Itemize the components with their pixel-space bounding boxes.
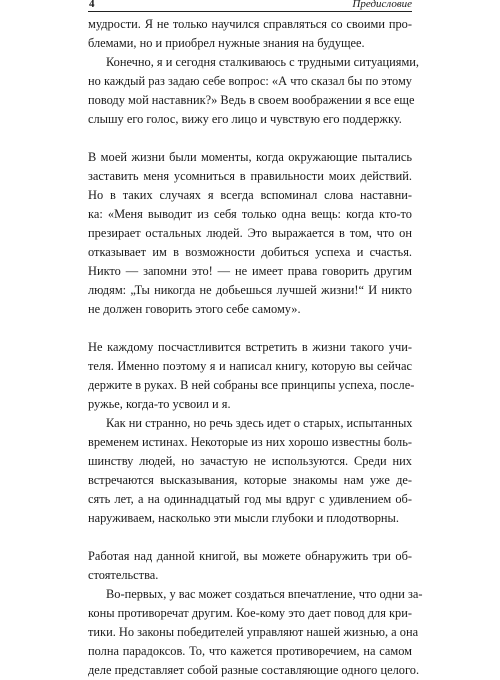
section-gap xyxy=(88,528,412,547)
text-line: теля. Именно поэтому я и написал книгу, которую вы сейчас xyxy=(88,359,412,373)
text-line: Но в таких случаях я всегда вспоминал слова наставни- xyxy=(88,188,412,202)
text-line: поводу мой наставник?» Ведь в своем воображении я все еще xyxy=(88,93,415,107)
text-line: встречаются высказывания, которые знакомы нам уже де- xyxy=(88,473,412,487)
text-line: держите в руках. В ней собраны все принципы успеха, после- xyxy=(88,378,415,392)
page-number: 4 xyxy=(89,0,95,10)
text-line: деле представляет собой разные составляющие одного целого. xyxy=(88,663,420,677)
text-line: В моей жизни были моменты, когда окружающие пытались xyxy=(88,150,412,164)
text-line: сять лет, а на одиннадцатый год мы вдруг с удивлением об- xyxy=(88,492,412,506)
body-text xyxy=(88,15,423,680)
section-gap xyxy=(88,129,412,148)
text-line: но каждый раз задаю себе вопрос: «А что сказал бы по этому xyxy=(88,74,412,88)
text-line: временем истинах. Некоторые из них хорошо известны боль- xyxy=(88,435,412,449)
text-line: слышу его голос, вижу его лицо и чувствую его поддержку. xyxy=(88,112,402,126)
text-line: наруживаем, насколько эти мысли глубоки и плодотворны. xyxy=(88,511,399,525)
text-line: Не каждому посчастливится встретить в жизни такого учи- xyxy=(88,340,412,354)
text-line: заставить меня усомниться в правильности моих действий. xyxy=(88,169,412,183)
text-line: полна парадоксов. То, что кажется противоречием, на самом xyxy=(88,644,412,658)
running-head: Предисловие xyxy=(352,0,412,10)
text-line: людям: „Ты никогда не добьешься лучшей жизни!“ И никто xyxy=(88,283,412,297)
text-line: мудрости. Я не только научился справляться со своими про- xyxy=(88,17,412,31)
text-line: коны противоречат другим. Кое-кому это дает повод для кри- xyxy=(88,606,412,620)
text-line: блемами, но и приобрел нужные знания на будущее. xyxy=(88,36,365,50)
text-line: Никто — запомни это! — не имеет права говорить другим xyxy=(88,264,412,278)
text-line: стоятельства. xyxy=(88,568,159,582)
text-line: Как ни странно, но речь здесь идет о старых, испытанных xyxy=(106,416,413,430)
page-header xyxy=(88,0,412,12)
text-line: презирает остальных людей. Это выражается в том, что он xyxy=(88,226,412,240)
text-line: тики. Но законы победителей управляют нашей жизнью, а она xyxy=(88,625,419,639)
text-line: Во-первых, у вас может создаться впечатление, что одни за- xyxy=(106,587,423,601)
text-line: Конечно, я и сегодня сталкиваюсь с трудными ситуациями, xyxy=(106,55,420,69)
text-line: не должен говорить этого себе самому». xyxy=(88,302,301,316)
text-line: ка: «Меня выводит из себя только одна вещь: когда кто-то xyxy=(88,207,412,221)
book-page xyxy=(88,0,423,677)
section-gap xyxy=(88,319,412,338)
text-line: шинству людей, но зачастую не используются. Среди них xyxy=(88,454,412,468)
text-line: Работая над данной книгой, вы можете обнаружить три об- xyxy=(88,549,412,563)
text-line: ружье, когда-то усвоил и я. xyxy=(88,397,231,411)
text-line: отказывает им в возможности добиться успеха и счастья. xyxy=(88,245,412,259)
